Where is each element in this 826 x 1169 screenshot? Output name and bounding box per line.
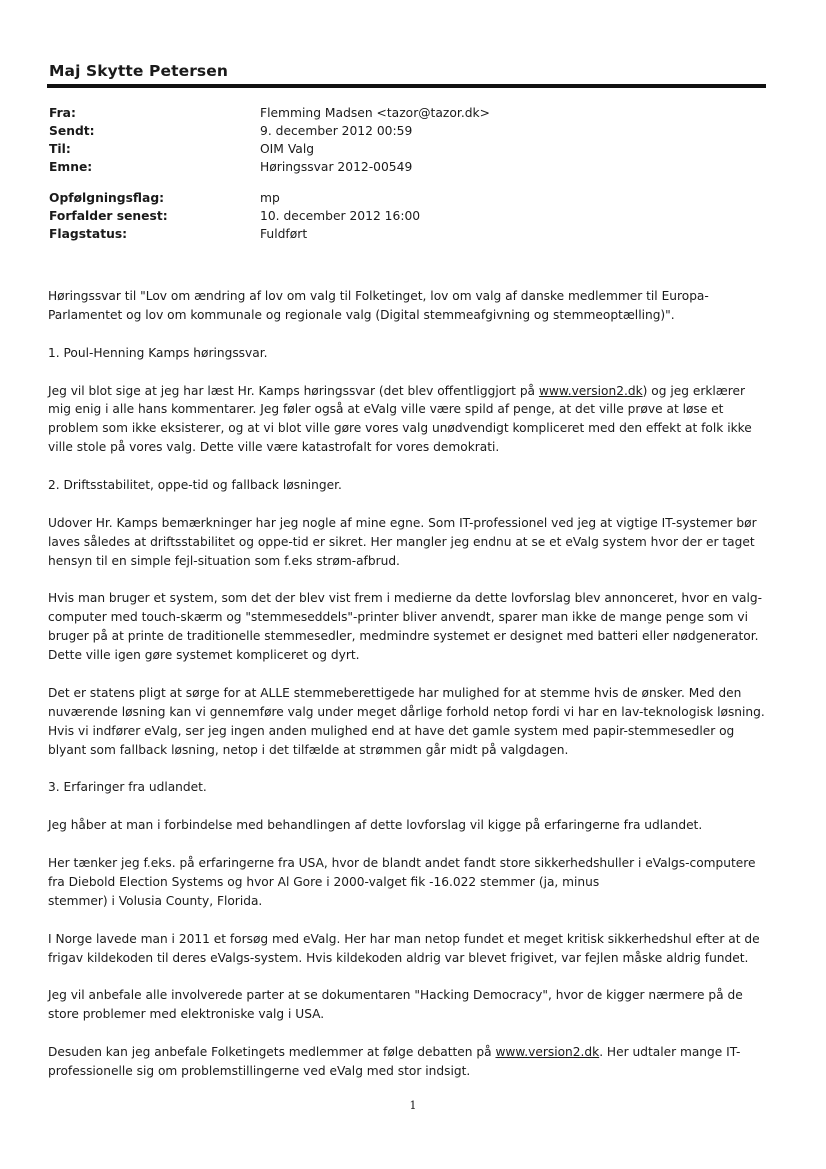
paragraph-debate-text-b: . Her udtaler mange IT-professionelle sig om problemstillingerne ved eValg med stor indsigt. [48, 1045, 741, 1078]
paragraph-duty: Det er statens pligt at sørge for at ALLE stemmeberettigede har mulighed for at stemme hvis de ønsker. Med den nuværende løsning kan vi gennemføre valg under meget dårlige forhold netop fordi vi har en lav-teknologisk løsning. Hvis vi indfører eValg, ser jeg ingen anden mulighed end at have det gamle system med papir-stemmesedler og blyant som fallback løsning, netop i det tilfælde at strømmen går midt på valgdagen. [48, 685, 765, 757]
meta-spacer [49, 176, 769, 189]
page-number: 1 [409, 1099, 417, 1112]
email-metadata [49, 104, 769, 243]
paragraph-debate-text-a: Desuden kan jeg anbefale Folketingets medlemmer at følge debatten på [48, 1045, 496, 1060]
sent-value: 9. december 2012 00:59 [260, 124, 413, 138]
due-value: 10. december 2012 16:00 [260, 209, 421, 223]
paragraph-intro: Høringssvar til "Lov om ændring af lov om valg til Folketinget, lov om valg af danske medlemmer til Europa-Parlamentet og lov om kommunale og regionale valg (Digital stemmeafgivning og stemmeoptælling)". [48, 289, 709, 322]
section-heading-2: 2. Driftsstabilitet, oppe-tid og fallback løsninger. [48, 478, 342, 493]
header-rule [47, 84, 766, 88]
meta-row-status [49, 225, 769, 243]
paragraph-cost: Hvis man bruger et system, som det der blev vist frem i medierne da dette lovforslag blev annonceret, hvor en valg-computer med touch-skærm og "stemmeseddels"-printer bliver anvendt, sparer man ikke de mange penge som vi bruger på at printe de traditionelle stemmesedler, medmindre systemet er designet med batteri eller nødgenerator. Dette ville igen gøre systemet kompliceret og dyrt. [48, 591, 762, 663]
paragraph-stability: Udover Hr. Kamps bemærkninger har jeg nogle af mine egne. Som IT-professionel ved jeg at vigtige IT-systemer bør laves således at driftsstabilitet og oppe-tid er sikret. Her mangler jeg endnu at se et eValg system hvor der er taget hensyn til en simple fejl-situation som f.eks strøm-afbrud. [48, 515, 757, 568]
status-label: Flagstatus: [49, 227, 128, 241]
paragraph-usa-line-b: stemmer) i Volusia County, Florida. [48, 893, 263, 908]
paragraph-abroad: Jeg håber at man i forbindelse med behandlingen af dette lovforslag vil kigge på erfaringerne fra udlandet. [48, 818, 703, 833]
to-label: Til: [49, 142, 71, 156]
paragraph-usa [48, 854, 770, 911]
meta-row-subject [49, 158, 769, 176]
section-heading-3: 3. Erfaringer fra udlandet. [48, 780, 207, 795]
sent-label: Sendt: [49, 124, 95, 138]
flag-label: Opfølgningsflag: [49, 191, 165, 205]
version2-link-2[interactable]: www.version2.dk [495, 1045, 600, 1060]
paragraph-kamp-text-b: ) og jeg erklærer mig enig i alle hans kommentarer. Jeg føler også at eValg ville være spild af penge, at det ville prøve at løse et problem som ikke eksisterer, og at vi blot ville gøre vores valg unødvendigt kompliceret med den effekt at folk ikke ville stole på vores valg. Dette ville være katastrofalt for vores demokrati. [48, 383, 752, 455]
flag-value: mp [260, 191, 280, 205]
subject-value: Høringssvar 2012-00549 [260, 160, 413, 174]
paragraph-documentary: Jeg vil anbefale alle involverede parter at se dokumentaren "Hacking Democracy", hvor de kigger nærmere på de store problemer med elektroniske valg i USA. [48, 988, 743, 1022]
meta-row-from [49, 104, 769, 122]
mailbox-owner-name: Maj Skytte Petersen [49, 62, 229, 80]
version2-link[interactable]: www.version2.dk [538, 383, 643, 398]
from-value: Flemming Madsen <tazor@tazor.dk> [260, 106, 490, 120]
meta-row-to [49, 140, 769, 158]
from-label: Fra: [49, 106, 76, 120]
status-value: Fuldført [260, 227, 308, 241]
subject-label: Emne: [49, 160, 93, 174]
to-value: OIM Valg [260, 142, 315, 156]
paragraph-usa-line-a: Her tænker jeg f.eks. på erfaringerne fra USA, hvor de blandt andet fandt store sikkerhedshuller i eValgs-computere fra Diebold Election Systems og hvor Al Gore i 2000-valget fik -16.022 stemmer (ja, minus [48, 856, 756, 889]
paragraph-norway: I Norge lavede man i 2011 et forsøg med eValg. Her har man netop fundet et meget kritisk sikkerhedshul efter at de frigav kildekoden til deres eValgs-system. Hvis kildekoden aldrig var blevet frigivet, var fejlen måske aldrig fundet. [48, 931, 760, 965]
meta-row-flag [49, 189, 769, 207]
email-body [48, 287, 770, 1100]
meta-row-sent [49, 122, 769, 140]
due-label: Forfalder senest: [49, 209, 168, 223]
paragraph-kamp-text-a: Jeg vil blot sige at jeg har læst Hr. Kamps høringssvar (det blev offentliggjort på [48, 383, 539, 398]
section-heading-1: 1. Poul-Henning Kamps høringssvar. [48, 345, 268, 360]
paragraph-debate [48, 1043, 770, 1081]
meta-row-due [49, 207, 769, 225]
paragraph-kamp [48, 382, 770, 458]
